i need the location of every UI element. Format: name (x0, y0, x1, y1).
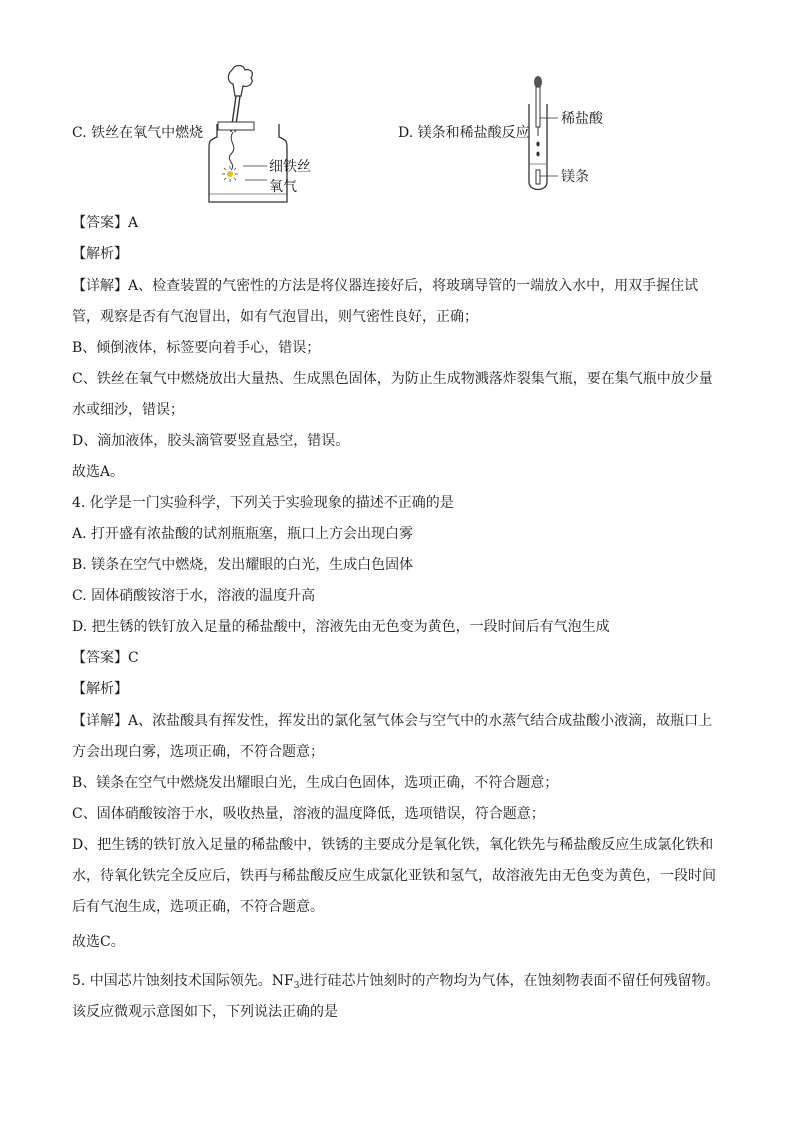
q3-answer: 【答案】A (72, 215, 139, 231)
q3-detail-line: B、倾倒液体，标签要向着手心，错误； (72, 340, 321, 356)
q4-stem: 4. 化学是一门实验科学，下列关于实验现象的描述不正确的是 (72, 495, 454, 511)
q5-stem-line1 (72, 971, 720, 996)
label-fine-iron-wire: 细铁丝 (269, 159, 311, 175)
q4-detail-line: C、固体硝酸铵溶于水，吸收热量，溶液的温度降低，选项错误，符合题意； (72, 806, 545, 822)
q3-detail-line: 管，观察是否有气泡冒出，如有气泡冒出，则气密性良好，正确； (72, 309, 478, 325)
q4-answer: 【答案】C (72, 650, 139, 666)
q3-analysis-heading: 【解析】 (72, 246, 128, 262)
option-c-text: C. 铁丝在氧气中燃烧 (72, 125, 204, 141)
q4-detail-line: B、镁条在空气中燃烧发出耀眼白光，生成白色固体，选项正确，不符合题意； (72, 775, 559, 791)
option-d-text: D. 镁条和稀盐酸反应 (398, 125, 530, 141)
q4-option-c: C. 固体硝酸铵溶于水，溶液的温度升高 (72, 588, 316, 604)
q5-stem-suffix: 进行硅芯片蚀刻时的产物均为气体，在蚀刻物表面不留任何残留物。 (299, 973, 720, 989)
q4-detail-line: 后有气泡生成，选项正确，不符合题意。 (72, 899, 324, 915)
q5-stem-prefix: 5. 中国芯片蚀刻技术国际领先。NF (72, 973, 294, 989)
label-dilute-hcl: 稀盐酸 (561, 111, 603, 127)
q4-detail-line: 水，待氧化铁完全反应后，铁再与稀盐酸反应生成氯化亚铁和氢气，故溶液先由无色变为黄色，一段时间 (72, 868, 716, 884)
q4-option-d: D. 把生锈的铁钉放入足量的稀盐酸中，溶液先由无色变为黄色，一段时间后有气泡生成 (72, 619, 610, 635)
q4-detail-line: 【详解】A、浓盐酸具有挥发性，挥发出的氯化氢气体会与空气中的水蒸气结合成盐酸小液滴，故瓶口上 (72, 713, 713, 729)
q3-conclusion: 故选A。 (72, 464, 125, 480)
q5-stem-subscript: 3 (293, 981, 300, 991)
q4-option-a: A. 打开盛有浓盐酸的试剂瓶瓶塞，瓶口上方会出现白雾 (72, 526, 414, 542)
q4-conclusion: 故选C。 (72, 934, 125, 950)
iron-wire-combustion-figure (205, 62, 315, 207)
q5-stem-line2: 该反应微观示意图如下，下列说法正确的是 (72, 1004, 338, 1020)
label-magnesium-strip: 镁条 (561, 169, 589, 185)
q4-detail-line: 方会出现白雾，选项正确，不符合题意； (72, 744, 324, 760)
q3-detail-line: C、铁丝在氧气中燃烧放出大量热、生成黑色固体，为防止生成物溅落炸裂集气瓶，要在集气瓶中放少量 (72, 371, 713, 387)
q3-detail-line: 水或细沙，错误； (72, 402, 184, 418)
q3-detail-line: 【详解】A、检查装置的气密性的方法是将仪器连接好后，将玻璃导管的一端放入水中，用双手握住试 (72, 278, 699, 294)
q4-detail-line: D、把生锈的铁钉放入足量的稀盐酸中，铁锈的主要成分是氧化铁，氧化铁先与稀盐酸反应生成氯化铁和 (72, 837, 714, 853)
q4-option-b: B. 镁条在空气中燃烧，发出耀眼的白光，生成白色固体 (72, 557, 414, 573)
q3-detail-line: D、滴加液体，胶头滴管要竖直悬空，错误。 (72, 433, 350, 449)
q4-analysis-heading: 【解析】 (72, 681, 128, 697)
label-oxygen: 氧气 (269, 179, 297, 195)
